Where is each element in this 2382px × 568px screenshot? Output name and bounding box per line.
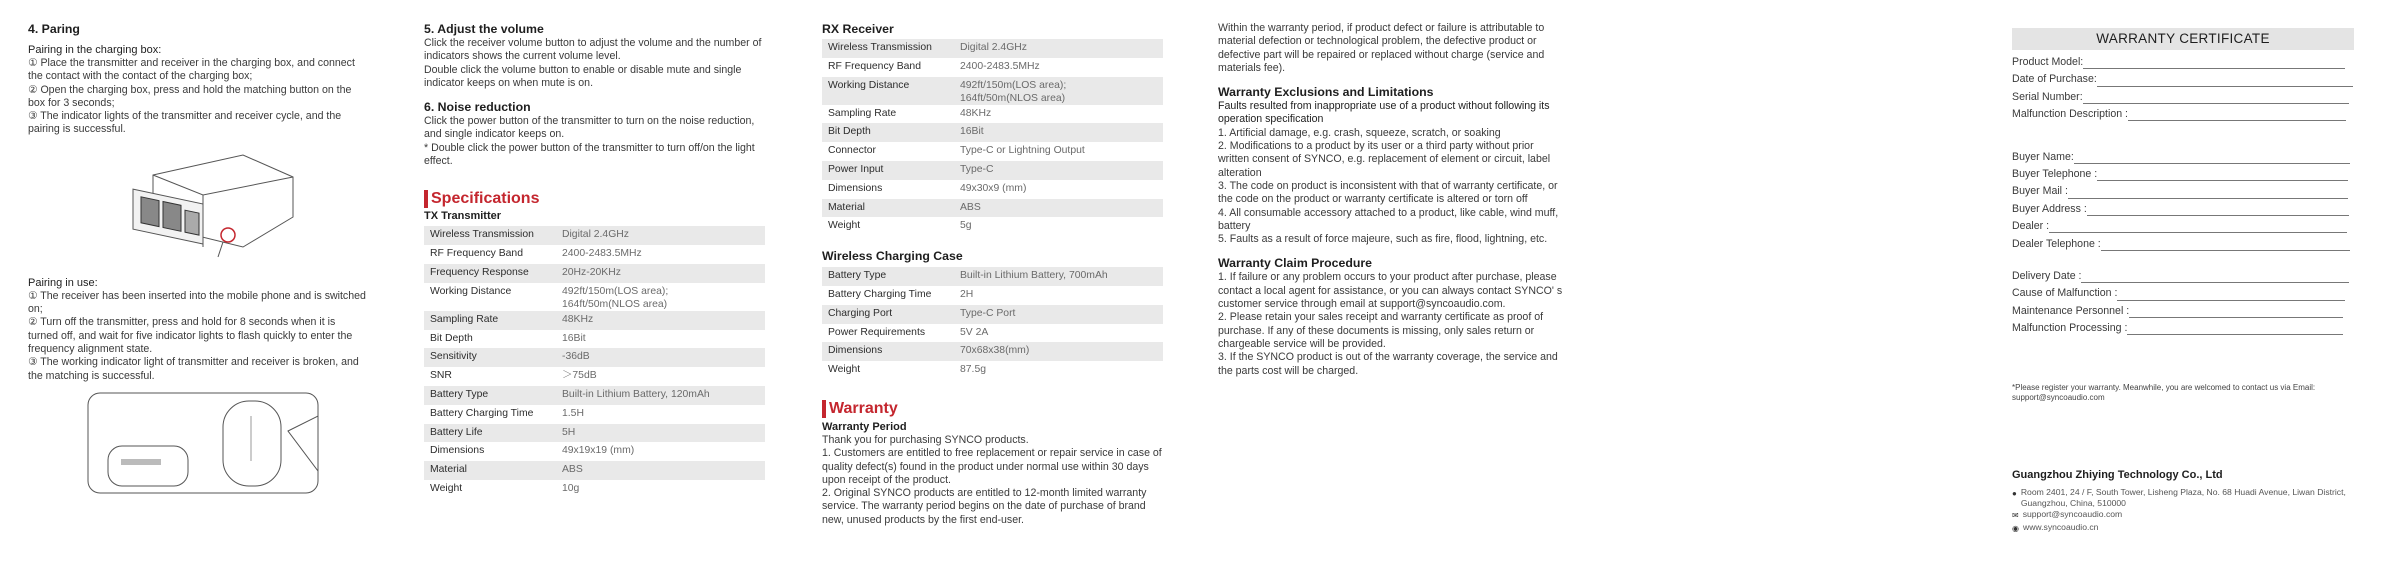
field-line[interactable]: [2074, 154, 2350, 164]
exclusion-2: 2. Modifications to a product by its user or a third party without prior written consent of SYNCO, e.g. replacement of element or circuit, label alteration: [1218, 140, 1551, 179]
spec-row: [424, 330, 765, 349]
field-label: Buyer Address :: [2012, 202, 2087, 215]
period-text-2: 2. Original SYNCO products are entitled to 12-month limited warranty service. The warranty period begins on the date of purchase of brand new, unused products by the first end-user.: [822, 487, 1147, 526]
registration-note: *Please register your warranty. Meanwhile, you are welcomed to contact us via Email: support@syncoaudio.com: [2012, 383, 2316, 403]
exclusion-3: 3. The code on product is inconsistent with that of warranty certificate, or the code on the product or warranty certificate is altered or torn off: [1218, 179, 1558, 206]
spec-key: Wireless Transmission: [424, 226, 556, 245]
spec-value: [556, 330, 765, 349]
charging-box-illustration: [123, 147, 303, 262]
certificate-title: [2012, 28, 2354, 50]
field-line[interactable]: [2081, 273, 2349, 283]
exclusions-lead: Faults resulted from inappropriate use of a product without following its operation specification: [1218, 100, 1550, 126]
spec-key: Bit Depth: [430, 332, 473, 344]
spec-key: SNR: [430, 370, 452, 382]
spec-row: [424, 424, 765, 443]
in-use-step-3: ③ The working indicator light of transmitter and receiver is broken, and the matching is successful.: [28, 356, 359, 382]
noise-text-2: * Double click the power button of the transmitter to turn off/on the light effect.: [424, 141, 755, 168]
spec-key: Battery Type: [822, 267, 954, 286]
spec-row: [822, 305, 1163, 324]
spec-value-text: 1.5H: [562, 407, 584, 419]
spec-row: [822, 105, 1163, 124]
spec-row: [822, 77, 1163, 105]
spec-value-text: 5V 2A: [960, 326, 989, 338]
spec-value-text: Type-C: [960, 163, 994, 175]
field-label: Malfunction Description :: [2012, 108, 2128, 121]
spec-value: [556, 245, 765, 264]
spec-value: [556, 405, 765, 424]
field-label: Buyer Telephone :: [2012, 167, 2098, 180]
charging-step-3: ③ The indicator lights of the transmitter and receiver cycle, and the pairing is successful.: [28, 110, 342, 136]
claim-2: 2. Please retain your sales receipt and warranty certificate as proof of purchase. If any of these documents is missing, only sales return or chargeable service will be provided.: [1218, 311, 1544, 350]
field-line[interactable]: [2087, 206, 2349, 216]
certificate-fields-c: [2012, 270, 2354, 340]
field-serial-number[interactable]: [2012, 91, 2354, 108]
spec-value-text: 48KHz: [562, 313, 594, 325]
field-label: Dealer Telephone :: [2012, 237, 2101, 250]
tx-title: TX Transmitter: [424, 210, 502, 223]
spec-value-text: -36dB: [562, 351, 590, 363]
exclusions-title: Warranty Exclusions and Limitations: [1218, 85, 1434, 100]
spec-value-text: Built-in Lithium Battery, 700mAh: [960, 270, 1108, 282]
field-malfunction-processing[interactable]: [2012, 322, 2354, 339]
spec-value-text: 87.5g: [960, 364, 987, 376]
spec-key: Charging Port: [822, 305, 954, 324]
spec-value-text: Type-C or Lightning Output: [960, 145, 1085, 157]
spec-value: [954, 324, 1163, 343]
spec-value: [954, 58, 1163, 77]
spec-row: [424, 386, 765, 405]
spec-value: [556, 442, 765, 461]
spec-row: [424, 442, 765, 461]
spec-row: [424, 405, 765, 424]
certificate-fields-b: [2012, 151, 2354, 255]
field-line[interactable]: [2101, 241, 2350, 251]
spec-key: Battery Charging Time: [828, 288, 932, 300]
spec-row: [424, 311, 765, 330]
spec-value: [954, 77, 1163, 105]
field-line[interactable]: [2117, 291, 2345, 301]
tx-spec-table: [424, 226, 765, 498]
spec-value: [954, 142, 1163, 161]
rx-spec-table: [822, 39, 1163, 236]
spec-value: [954, 180, 1163, 199]
spec-value-text-2: 164ft/50m(NLOS area): [562, 298, 668, 310]
spec-value-text: ABS: [960, 201, 981, 213]
spec-key: Dimensions: [822, 342, 954, 361]
field-label: Date of Purchase:: [2012, 73, 2097, 86]
field-line[interactable]: [2083, 59, 2345, 69]
case-spec-table: [822, 267, 1163, 380]
volume-text-1: Click the receiver volume button to adjust the volume and the number of indicators shows the current volume level.: [424, 37, 762, 63]
spec-key: Weight: [430, 482, 463, 494]
claim-title: Warranty Claim Procedure: [1218, 256, 1372, 271]
spec-value: [954, 123, 1163, 142]
period-text-1: 1. Customers are entitled to free replacement or repair service in case of quality defect(s) found in the product under normal use within 30 days upon receipt of the product.: [822, 447, 1162, 486]
spec-value-text: 5g: [960, 220, 972, 232]
spec-key: RF Frequency Band: [430, 248, 523, 260]
spec-value: [954, 105, 1163, 124]
spec-value: [556, 348, 765, 367]
certificate-title-text: WARRANTY CERTIFICATE: [2096, 31, 2270, 46]
warranty-intro: Within the warranty period, if product defect or failure is attributable to material defection or technological problem, the defective product or defective part will be repaired or replaced without charge (service and materials fee).: [1218, 22, 1545, 74]
spec-row: [822, 286, 1163, 305]
volume-text-2: Double click the volume button to enable or disable mute and single indicator keeps on when mute is on.: [424, 63, 742, 89]
spec-key: Battery Charging Time: [430, 407, 534, 419]
spec-value-text: 16Bit: [960, 126, 984, 138]
in-use-step-2: ② Turn off the transmitter, press and hold for 8 seconds when it is turned off, and wait for five indicator lights to flash quickly to enter the frequency alignment state.: [28, 316, 353, 355]
spec-value-text: 492ft/150m(LOS area);: [960, 79, 1067, 91]
spec-value-text-2: 164ft/50m(NLOS area): [960, 92, 1066, 104]
spec-value-text: 2400-2483.5MHz: [562, 248, 642, 260]
spec-value-text: Type-C Port: [960, 307, 1016, 319]
spec-value-text: 492ft/150m(LOS area);: [562, 285, 669, 297]
spec-row: [822, 180, 1163, 199]
warranty-title: Warranty: [822, 400, 1167, 418]
spec-value: [954, 217, 1163, 236]
certificate-fields-a: [2012, 56, 2354, 126]
spec-key: Dimensions: [828, 182, 883, 194]
field-label: Serial Number:: [2012, 90, 2083, 103]
spec-key: Working Distance: [822, 77, 954, 105]
spec-value-text: 2H: [960, 288, 974, 300]
spec-value-text: 48KHz: [960, 107, 992, 119]
phone-receiver-illustration: [83, 391, 343, 496]
case-title: Wireless Charging Case: [822, 249, 963, 264]
company-name: Guangzhou Zhiying Technology Co., Ltd: [2012, 469, 2223, 482]
spec-key: Dimensions: [430, 445, 485, 457]
field-line[interactable]: [2128, 111, 2346, 121]
spec-value: [954, 39, 1163, 58]
exclusion-1: 1. Artificial damage, e.g. crash, squeeze, scratch, or soaking: [1218, 126, 1501, 139]
charging-step-2: ② Open the charging box, press and hold the matching button on the box for 3 seconds;: [28, 83, 352, 109]
spec-key: Battery Life: [424, 424, 556, 443]
field-line[interactable]: [2049, 223, 2347, 233]
claim-1: 1. If failure or any problem occurs to your product after purchase, please contact a local agent for assistance, or you can always contact SYNCO' s customer service through email at support@syncoaudio.com.: [1218, 271, 1563, 311]
spec-row: [424, 348, 765, 367]
spec-value-text: Digital 2.4GHz: [960, 42, 1027, 53]
field-dealer[interactable]: [2012, 220, 2354, 237]
spec-key: Wireless Transmission: [822, 39, 954, 58]
in-use-heading: Pairing in use:: [28, 276, 98, 289]
spec-row: [424, 245, 765, 264]
spec-value-text: 70x68x38(mm): [960, 345, 1030, 357]
field-line[interactable]: [2097, 77, 2353, 87]
spec-row: [822, 142, 1163, 161]
claim-3: 3. If the SYNCO product is out of the warranty coverage, the service and the parts cost will be charged.: [1218, 351, 1558, 377]
spec-key: Connector: [828, 145, 876, 157]
column-volume-specs: [424, 22, 769, 499]
spec-row: [822, 361, 1163, 380]
field-label: Delivery Date :: [2012, 269, 2082, 282]
spec-key: Power Input: [822, 161, 954, 180]
company-email[interactable]: support@syncoaudio.com: [2022, 508, 2123, 519]
field-label: Cause of Malfunction :: [2012, 287, 2118, 300]
spec-value: [954, 342, 1163, 361]
spec-value: [556, 311, 765, 330]
field-malfunction-description[interactable]: [2012, 108, 2354, 125]
spec-row: [424, 264, 765, 283]
field-line[interactable]: [2068, 189, 2348, 199]
spec-value: [954, 161, 1163, 180]
spec-value: [954, 267, 1163, 286]
field-label: Buyer Name:: [2012, 150, 2074, 163]
spec-key: RF Frequency Band: [828, 60, 921, 72]
web-icon: ◉: [2012, 524, 2019, 534]
spec-key: Material: [822, 199, 954, 218]
spec-row: [424, 480, 765, 499]
field-product-model[interactable]: [2012, 56, 2354, 73]
spec-value-text: 49x19x19 (mm): [562, 445, 635, 457]
spec-key: Material: [424, 461, 556, 480]
field-buyer-mail[interactable]: [2012, 185, 2354, 202]
spec-key: Power Requirements: [828, 326, 926, 338]
column-rx-warranty: [822, 22, 1167, 527]
spec-value-text: ＞75dB: [562, 370, 597, 382]
volume-title: 5. Adjust the volume: [424, 22, 544, 36]
spec-key: Frequency Response: [424, 264, 556, 283]
spec-key: Sampling Rate: [828, 107, 897, 119]
exclusion-5: 5. Faults as a result of force majeure, such as fire, flood, lightning, etc.: [1218, 233, 1548, 246]
spec-value: [556, 424, 765, 443]
field-line[interactable]: [2083, 94, 2349, 104]
spec-value: [556, 264, 765, 283]
spec-row: [424, 461, 765, 480]
field-line[interactable]: [2097, 171, 2348, 181]
spec-value: [954, 199, 1163, 218]
column-warranty-certificate: [2012, 28, 2354, 535]
spec-value: [556, 283, 765, 311]
mail-icon: ✉: [2012, 510, 2019, 520]
spec-row: [822, 123, 1163, 142]
in-use-step-1: ① The receiver has been inserted into the mobile phone and is switched on;: [28, 289, 366, 316]
field-dealer-telephone[interactable]: [2012, 238, 2354, 255]
spec-row: [822, 199, 1163, 218]
field-buyer-name[interactable]: [2012, 151, 2354, 168]
spec-row: [822, 39, 1163, 58]
field-label: Buyer Mail :: [2012, 185, 2068, 198]
pairing-title: 4. Paring: [28, 22, 80, 36]
spec-value-text: 49x30x9 (mm): [960, 182, 1027, 194]
spec-row: [424, 283, 765, 311]
spec-value-text: Built-in Lithium Battery, 120mAh: [562, 388, 710, 400]
spec-key: Battery Type: [424, 386, 556, 405]
location-icon: ●: [2012, 488, 2017, 498]
company-website[interactable]: www.syncoaudio.cn: [2022, 522, 2099, 533]
field-label: Product Model:: [2012, 56, 2084, 68]
spec-key: Sensitivity: [424, 348, 556, 367]
spec-value: [954, 361, 1163, 380]
field-label: Malfunction Processing :: [2012, 322, 2128, 335]
spec-key: Sampling Rate: [424, 311, 556, 330]
charging-step-1: ① Place the transmitter and receiver in the charging box, and connect the contact with the contact of the charging box;: [28, 57, 355, 83]
field-date-of-purchase[interactable]: [2012, 73, 2354, 90]
spec-row: [424, 367, 765, 386]
spec-value: [556, 226, 765, 245]
spec-key: Working Distance: [430, 285, 512, 297]
field-line[interactable]: [2129, 308, 2343, 318]
spec-value-text: 10g: [562, 482, 580, 494]
spec-key: Bit Depth: [822, 123, 954, 142]
spec-row: [822, 342, 1163, 361]
spec-value: [954, 286, 1163, 305]
spec-value-text: Digital 2.4GHz: [562, 229, 629, 241]
spec-value-text: 16Bit: [562, 332, 586, 344]
spec-row: [822, 58, 1163, 77]
field-line[interactable]: [2127, 325, 2343, 335]
column-warranty-terms: [1218, 22, 1563, 378]
spec-value-text: 2400-2483.5MHz: [960, 60, 1040, 72]
spec-key: Weight: [828, 364, 861, 376]
spec-value-text: 5H: [562, 426, 576, 438]
field-delivery-date[interactable]: [2012, 270, 2354, 287]
spec-row: [822, 161, 1163, 180]
spec-row: [822, 324, 1163, 343]
spec-value: [556, 367, 765, 386]
period-text-0: Thank you for purchasing SYNCO products.: [822, 433, 1029, 446]
field-label: Maintenance Personnel :: [2012, 304, 2130, 317]
charging-box-heading: Pairing in the charging box:: [28, 44, 162, 56]
column-pairing: [28, 22, 368, 496]
field-maintenance-personnel[interactable]: [2012, 305, 2354, 322]
company-contact: [2012, 487, 2354, 536]
company-address: Room 2401, 24 / F, South Tower, Lisheng Plaza, No. 68 Huadi Avenue, Liwan District, Guangzhou, China, 510000: [2020, 486, 2346, 508]
warranty-period-title: Warranty Period: [822, 420, 907, 433]
field-buyer-telephone[interactable]: [2012, 168, 2354, 185]
exclusion-4: 4. All consumable accessory attached to a product, like cable, wind muff, battery: [1218, 206, 1559, 232]
noise-title: 6. Noise reduction: [424, 100, 531, 115]
noise-text-1: Click the power button of the transmitter to turn on the noise reduction, and single indicator keeps on.: [424, 115, 755, 141]
spec-value: [556, 461, 765, 480]
spec-value-text: 20Hz-20KHz: [562, 266, 621, 278]
field-buyer-address[interactable]: [2012, 203, 2354, 220]
spec-row: [822, 267, 1163, 286]
specifications-title: Specifications: [424, 190, 769, 208]
field-cause-of-malfunction[interactable]: [2012, 287, 2354, 304]
field-label: Dealer :: [2012, 220, 2050, 233]
spec-row: [822, 217, 1163, 236]
spec-value: [556, 480, 765, 499]
spec-key: Weight: [828, 220, 861, 232]
spec-value-text: ABS: [562, 464, 583, 476]
spec-value: [556, 386, 765, 405]
spec-row: [424, 226, 765, 245]
rx-title: RX Receiver: [822, 22, 894, 36]
spec-value: [954, 305, 1163, 324]
